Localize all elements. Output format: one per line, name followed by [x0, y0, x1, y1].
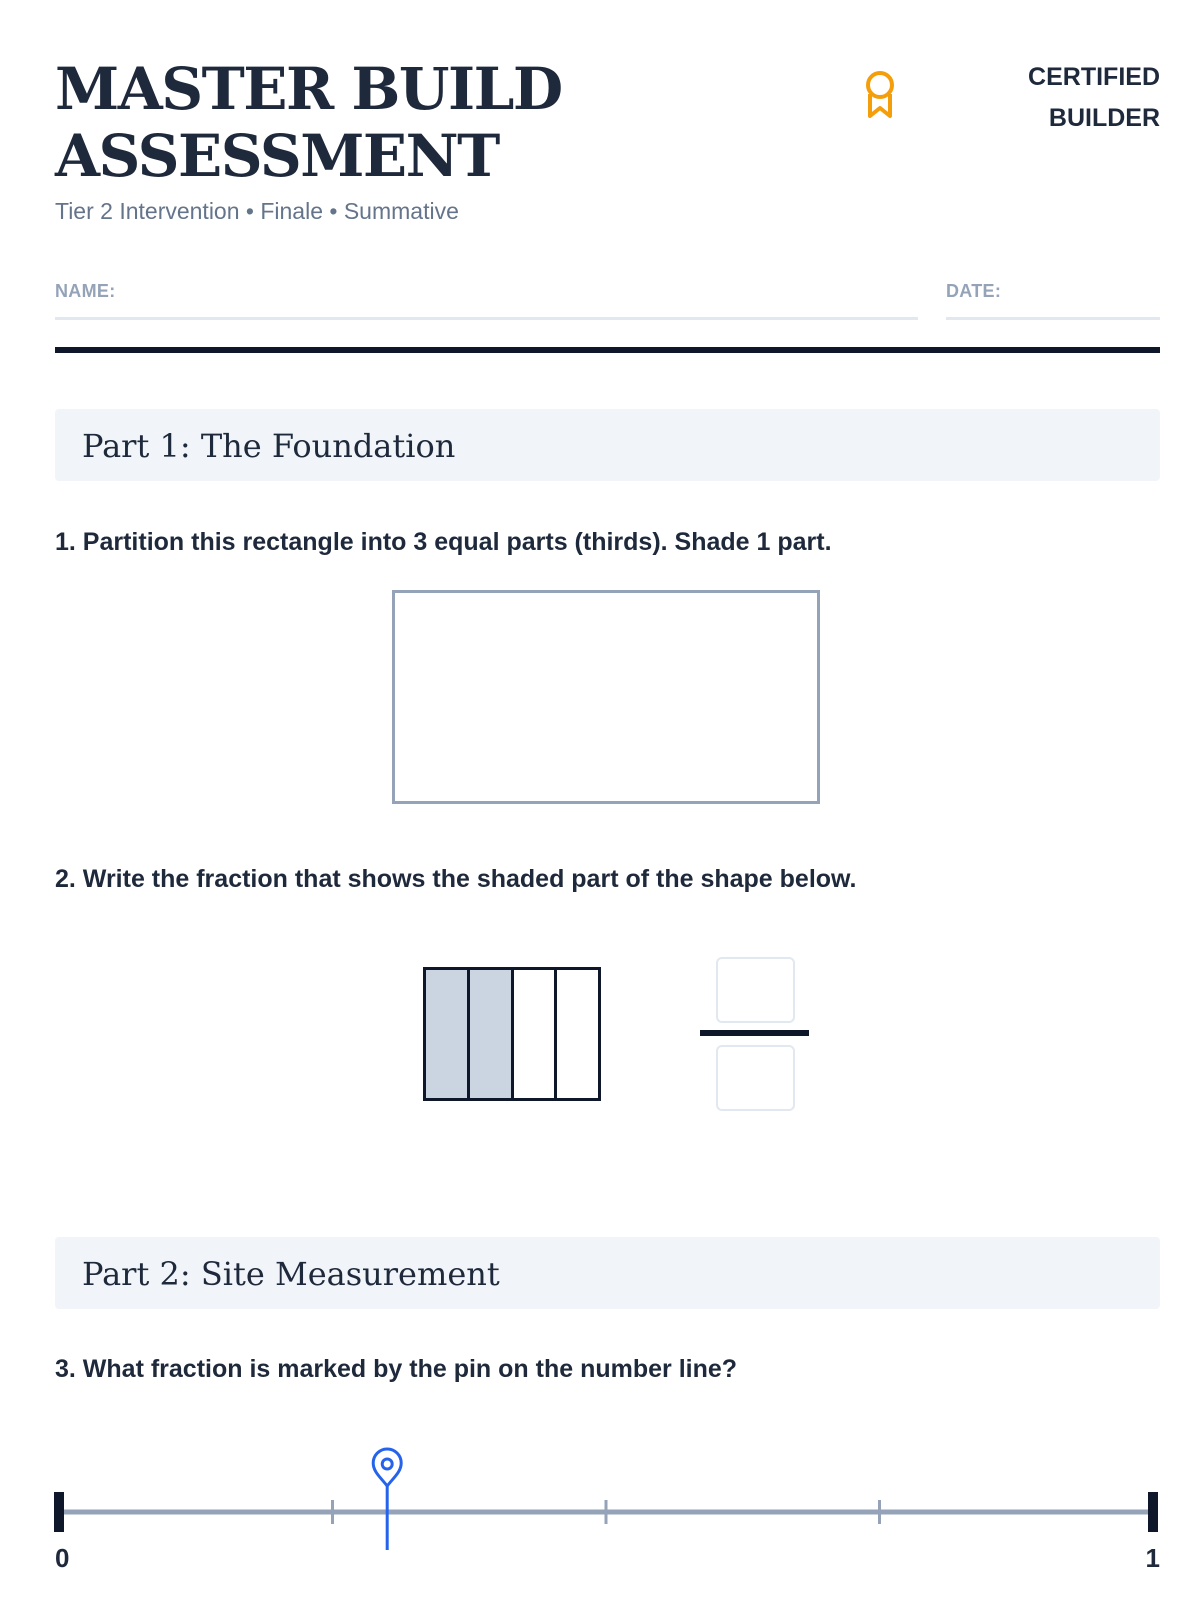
part-2-header: [55, 1237, 1160, 1309]
number-line-end-label: 1: [1145, 1543, 1160, 1573]
map-pin-icon[interactable]: [373, 1449, 401, 1550]
badge-line-2: BUILDER: [1048, 104, 1160, 132]
fraction-shape-part: [514, 970, 558, 1098]
number-line-start-label: 0: [55, 1543, 70, 1573]
badge-line-1: CERTIFIED: [1028, 63, 1160, 91]
fraction-shape: [423, 967, 601, 1101]
number-line-end-cap: [1148, 1492, 1158, 1532]
number-line: [0, 1440, 1200, 1550]
title-line-1: MASTER BUILD: [55, 55, 562, 123]
part-1-heading: Part 1: The Foundation: [82, 427, 456, 465]
question-1: 1. Partition this rectangle into 3 equal parts (thirds). Shade 1 part.: [55, 528, 832, 556]
fraction-bar: [700, 1030, 809, 1036]
name-label: NAME:: [55, 281, 116, 301]
page-title: [55, 56, 675, 190]
question-2: 2. Write the fraction that shows the shaded part of the shape below.: [55, 865, 857, 893]
part-2-heading: Part 2: Site Measurement: [82, 1255, 500, 1293]
number-line-start-cap: [54, 1492, 64, 1532]
page-subtitle: Tier 2 Intervention • Finale • Summative: [55, 198, 459, 224]
partition-rectangle[interactable]: [392, 590, 820, 804]
question-3: 3. What fraction is marked by the pin on the number line?: [55, 1355, 738, 1383]
name-field[interactable]: [55, 317, 918, 320]
date-label: DATE:: [946, 281, 1002, 301]
numerator-answer-box[interactable]: [716, 957, 795, 1023]
fraction-shape-part: [470, 970, 514, 1098]
title-line-2: ASSESSMENT: [55, 122, 499, 190]
part-1-header: [55, 409, 1160, 481]
header-divider: [55, 347, 1160, 353]
award-ribbon-icon: [862, 70, 898, 120]
fraction-shape-part: [426, 970, 470, 1098]
denominator-answer-box[interactable]: [716, 1045, 795, 1111]
date-field[interactable]: [946, 317, 1160, 320]
certified-badge: [1028, 57, 1160, 139]
fraction-shape-part: [557, 970, 598, 1098]
